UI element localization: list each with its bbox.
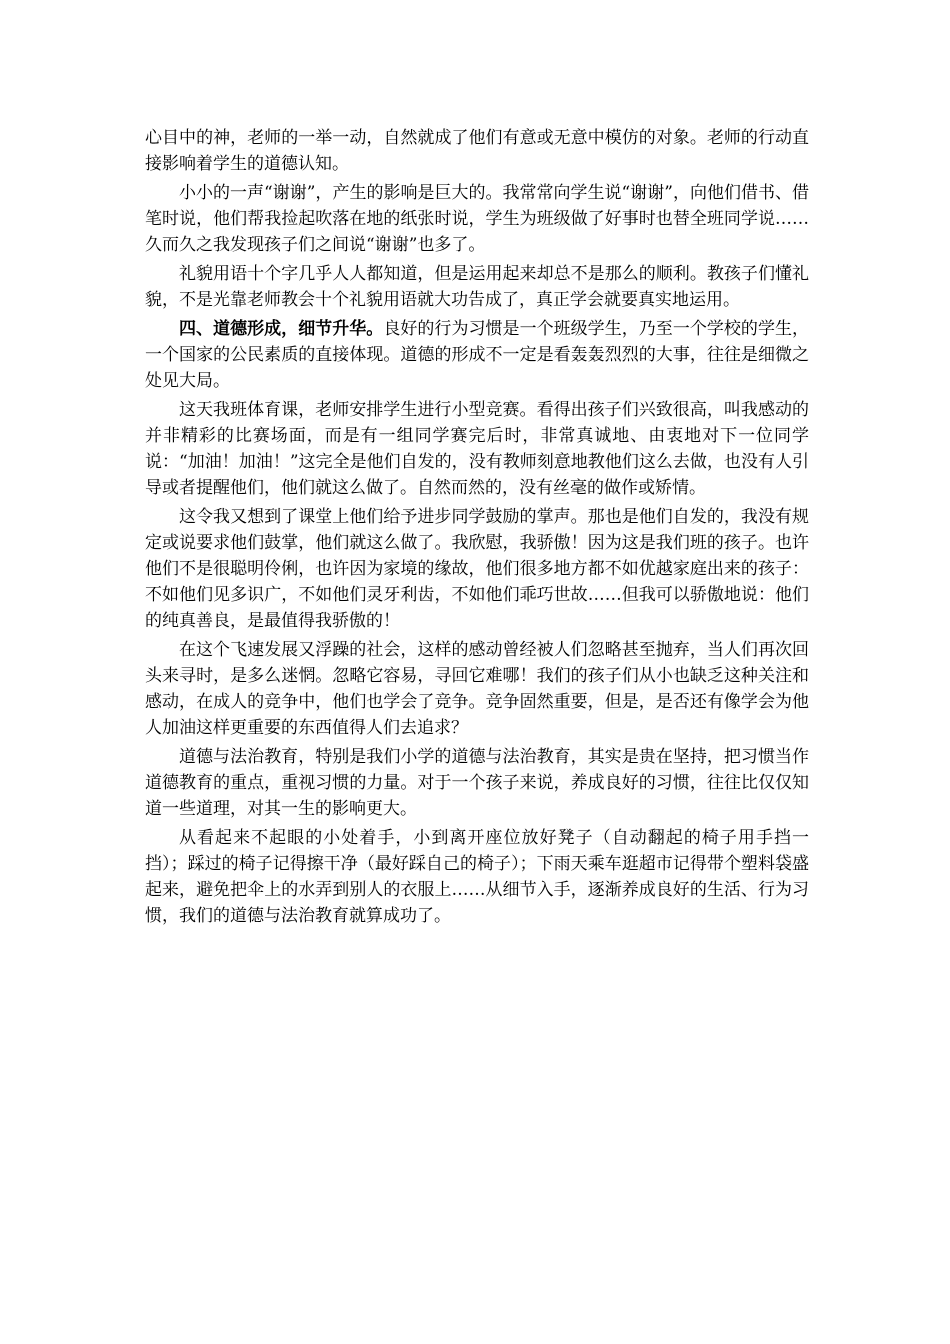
paragraph-4 xyxy=(145,316,809,394)
paragraph-text: 小小的一声“谢谢”，产生的影响是巨大的。我常常向学生说“谢谢”，向他们借书、借笔时说，他们帮我捡起吹落在地的纸张时说，学生为班级做了好事时也替全班同学说……久而久之我发现孩子们之间说“谢谢”也多了。 xyxy=(145,183,809,255)
paragraph-text: 心目中的神，老师的一举一动，自然就成了他们有意或无意中模仿的对象。老师的行动直接影响着学生的道德认知。 xyxy=(145,128,809,174)
section-heading: 四、道德形成，细节升华。 xyxy=(179,319,384,339)
paragraph-text: 礼貌用语十个字几乎人人都知道，但是运用起来却总不是那么的顺利。教孩子们懂礼貌，不是光靠老师教会十个礼貌用语就大功告成了，真正学会就要真实地运用。 xyxy=(145,264,809,310)
paragraph-8 xyxy=(145,744,809,822)
paragraph-text: 这天我班体育课，老师安排学生进行小型竞赛。看得出孩子们兴致很高，叫我感动的并非精彩的比赛场面，而是有一组同学赛完后时，非常真诚地、由衷地对下一位同学说：“加油！加油！”这完全是他们自发的，没有教师刻意地教他们这么去做，也没有人引导或者提醒他们，他们就这么做了。自然而然的，没有丝毫的做作或矫情。 xyxy=(145,400,809,498)
paragraph-text: 良好的行为习惯是一个班级学生，乃至一个学校的学生，一个国家的公民素质的直接体现。道德的形成不一定是看轰轰烈烈的大事，往往是细微之处见大局。 xyxy=(145,319,810,391)
paragraph-2 xyxy=(145,180,809,258)
document-body xyxy=(145,125,809,932)
paragraph-5 xyxy=(145,397,809,501)
paragraph-3 xyxy=(145,261,809,313)
paragraph-7 xyxy=(145,637,809,741)
paragraph-1 xyxy=(145,125,809,177)
paragraph-text: 道德与法治教育，特别是我们小学的道德与法治教育，其实是贵在坚持，把习惯当作道德教育的重点，重视习惯的力量。对于一个孩子来说，养成良好的习惯，往往比仅仅知道一些道理，对其一生的影响更大。 xyxy=(145,747,809,819)
paragraph-text: 在这个飞速发展又浮躁的社会，这样的感动曾经被人们忽略甚至抛弃，当人们再次回头来寻时，是多么迷惘。忽略它容易，寻回它难哪！我们的孩子们从小也缺乏这种关注和感动，在成人的竞争中，他们也学会了竞争。竞争固然重要，但是，是否还有像学会为他人加油这样更重要的东西值得人们去追求？ xyxy=(145,640,809,738)
paragraph-text: 这令我又想到了课堂上他们给予进步同学鼓励的掌声。那也是他们自发的，我没有规定或说要求他们鼓掌，他们就这么做了。我欣慰，我骄傲！因为这是我们班的孩子。也许他们不是很聪明伶俐，也许因为家境的缘故，他们很多地方都不如优越家庭出来的孩子：不如他们见多识广，不如他们灵牙利齿，不如他们乖巧世故……但我可以骄傲地说：他们的纯真善良，是最值得我骄傲的！ xyxy=(145,507,809,631)
paragraph-9 xyxy=(145,825,809,929)
paragraph-text: 从看起来不起眼的小处着手，小到离开座位放好凳子（自动翻起的椅子用手挡一挡）；踩过的椅子记得擦干净（最好踩自己的椅子）；下雨天乘车逛超市记得带个塑料袋盛起来，避免把伞上的水弄到别人的衣服上……从细节入手，逐渐养成良好的生活、行为习惯，我们的道德与法治教育就算成功了。 xyxy=(145,828,809,926)
paragraph-6 xyxy=(145,504,809,634)
